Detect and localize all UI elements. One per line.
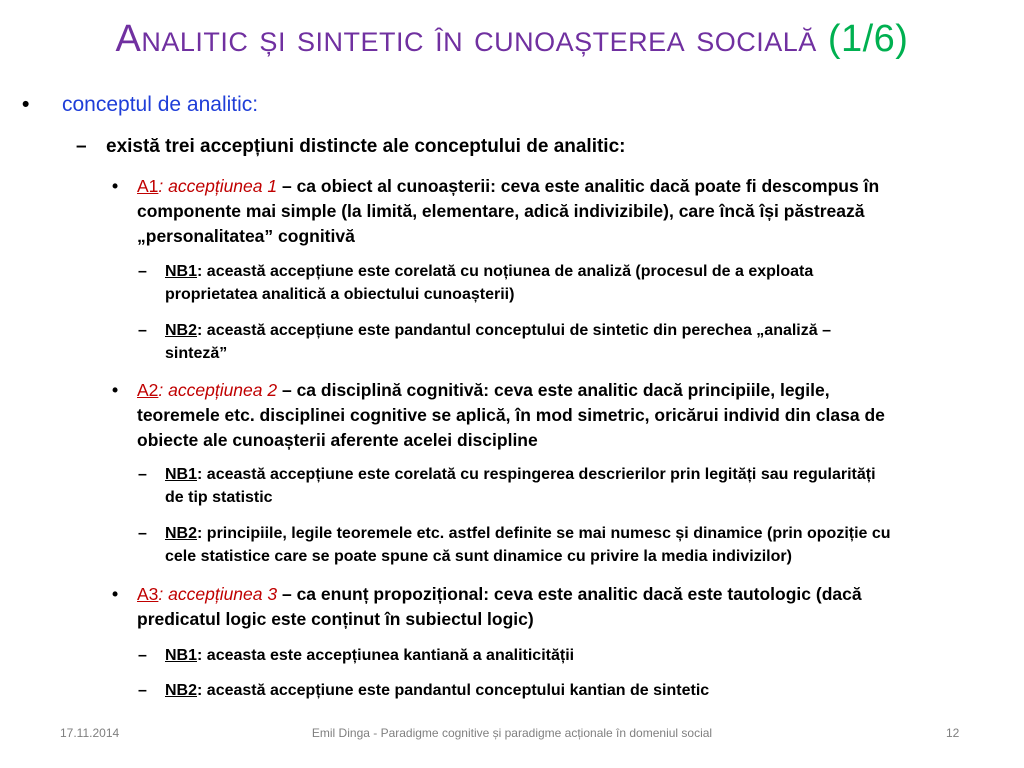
note-a1-nb2-line-1 <box>165 322 831 340</box>
note-a2-nb2-line-1 <box>165 525 891 543</box>
level1-heading: conceptul de analitic: <box>62 93 259 116</box>
footer-date: 17.11.2014 <box>60 726 120 740</box>
dash-icon: – <box>138 263 147 280</box>
bullet-icon: • <box>112 380 119 400</box>
item-a1-line-1 <box>137 176 879 197</box>
note-text: : această accepțiune este corelată cu noțiunea de analiză (procesul de a exploata <box>197 263 814 280</box>
note-a1-nb1-line-1 <box>165 263 813 281</box>
note-tag: NB1 <box>165 647 198 664</box>
note-a3-nb1-line-1 <box>165 647 574 665</box>
note-tag: NB1 <box>165 263 198 280</box>
item-a1-label: : accepțiunea 1 <box>158 176 278 196</box>
bullet-icon: • <box>112 584 119 604</box>
level2-text: există trei accepțiuni distincte ale conceptului de analitic: <box>106 136 626 157</box>
note-text: : această accepțiune este pandantul conceptului de sintetic din perechea „analiză – <box>197 322 831 339</box>
item-a2-line-2: teoremele etc. disciplinei cognitive se aplică, în mod simetric, oricărui individ din clasa de <box>137 405 885 425</box>
item-a1-line-3: „personalitatea” cognitivă <box>137 226 355 246</box>
item-a1-line-2: componente mai simple (la limită, elementare, adică indivizibile), care încă își păstrează <box>137 201 865 221</box>
note-a1-nb1-line-2: proprietatea analitică a obiectului cunoașterii) <box>165 286 515 303</box>
item-a2-line-1 <box>137 380 830 401</box>
dash-icon: – <box>76 136 87 157</box>
item-a3-line-1 <box>137 584 862 605</box>
dash-icon: – <box>138 647 147 664</box>
item-a1-code: A1 <box>137 176 159 196</box>
item-a3-code: A3 <box>137 584 159 604</box>
note-tag: NB2 <box>165 525 198 542</box>
note-text: : principiile, legile teoremele etc. astfel definite se mai numesc și dinamice (prin opoziție cu <box>197 525 891 542</box>
dash-icon: – <box>138 322 147 339</box>
bullet-icon: • <box>22 93 30 116</box>
dash-icon: – <box>138 466 147 483</box>
note-a1-nb2-line-2: sinteză” <box>165 345 228 362</box>
note-tag: NB2 <box>165 682 198 699</box>
note-text: : aceasta este accepțiunea kantiană a analiticității <box>197 647 575 664</box>
item-a2-code: A2 <box>137 380 159 400</box>
note-a3-nb2-line-1 <box>165 682 709 700</box>
item-a2-text: – ca disciplină cognitivă: ceva este analitic dacă principiile, legile, <box>277 380 830 400</box>
bullet-icon: • <box>112 176 119 196</box>
note-text: : această accepțiune este corelată cu respingerea descrierilor prin legități sau regularități <box>197 466 876 483</box>
footer-center-text: Emil Dinga - Paradigme cognitive și paradigme acționale în domeniul social <box>311 726 713 740</box>
slide-title-number: (1/6) <box>827 18 909 60</box>
note-a2-nb1-line-1 <box>165 466 876 484</box>
slide-title-main: Analitic și sintetic în cunoașterea socială <box>115 18 817 60</box>
footer-page-number: 12 <box>946 726 960 740</box>
item-a3-text: – ca enunț propozițional: ceva este analitic dacă este tautologic (dacă <box>277 584 862 604</box>
dash-icon: – <box>138 682 147 699</box>
note-a2-nb1-line-2: de tip statistic <box>165 489 273 506</box>
dash-icon: – <box>138 525 147 542</box>
item-a1-text: – ca obiect al cunoașterii: ceva este analitic dacă poate fi descompus în <box>277 176 880 196</box>
note-a2-nb2-line-2: cele statistice care se poate spune că sunt dinamice cu privire la media indivizilor) <box>165 548 792 565</box>
item-a3-label: : accepțiunea 3 <box>158 584 278 604</box>
item-a3-line-2: predicatul logic este conținut în subiectul logic) <box>137 609 534 629</box>
note-tag: NB2 <box>165 322 198 339</box>
item-a2-line-3: obiecte ale cunoașterii aferente acelei discipline <box>137 430 538 450</box>
item-a2-label: : accepțiunea 2 <box>158 380 278 400</box>
note-text: : această accepțiune este pandantul conceptului kantian de sintetic <box>197 682 710 699</box>
note-tag: NB1 <box>165 466 198 483</box>
